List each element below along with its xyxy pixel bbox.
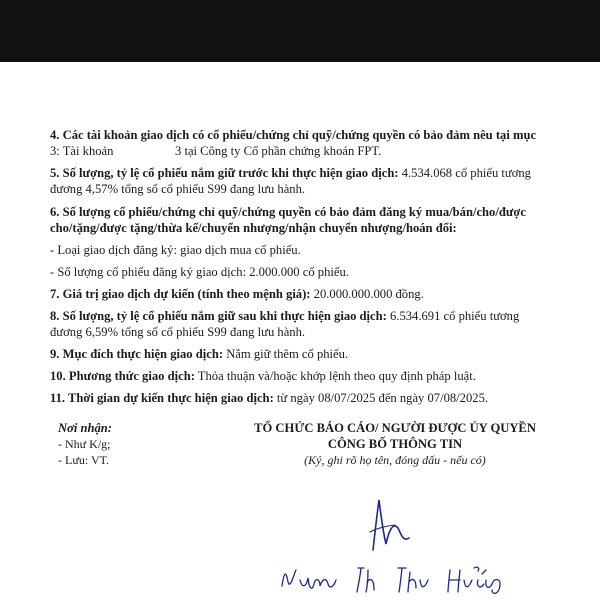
item-4-account-broker: 3 tại Công ty Cổ phần chứng khoán FPT.	[175, 144, 382, 158]
item-10-label: 10. Phương thức giao dịch:	[50, 369, 195, 383]
item-11-value: từ ngày 08/07/2025 đến ngày 07/08/2025.	[273, 391, 489, 405]
item-11-line	[50, 390, 488, 406]
item-6-line-1: 6. Số lượng cổ phiếu/chứng chỉ quỹ/chứng quyền có bảo đảm đăng ký mua/bán/cho/được	[50, 205, 526, 219]
registered-quantity-line: - Số lượng cổ phiếu đăng ký giao dịch: 2.000.000 cổ phiếu.	[50, 265, 349, 279]
signature-title-line-1: TỔ CHỨC BÁO CÁO/ NGƯỜI ĐƯỢC ỦY QUYỀN	[254, 421, 536, 435]
transaction-type-line: - Loại giao dịch đăng ký: giao dịch mua cổ phiếu.	[50, 243, 301, 257]
item-7-line	[50, 286, 424, 302]
item-8-label: 8. Số lượng, tỷ lệ cổ phiếu nắm giữ sau khi thực hiện giao dịch:	[50, 309, 387, 323]
item-7-label: 7. Giá trị giao dịch dự kiến (tính theo mệnh giá):	[50, 287, 311, 301]
item-5-label: 5. Số lượng, tỷ lệ cổ phiếu nắm giữ trước khi thực hiện giao dịch:	[50, 166, 399, 180]
item-11-label: 11. Thời gian dự kiến thực hiện giao dịch:	[50, 391, 274, 405]
recipients-title: Nơi nhận:	[58, 421, 113, 435]
item-8-line-2: đương 6,59% tổng số cổ phiếu S99 đang lưu hành.	[50, 325, 306, 339]
document-page	[0, 62, 600, 600]
item-10-line	[50, 368, 476, 384]
item-9-value: Nắm giữ thêm cổ phiếu.	[223, 347, 349, 361]
signature-note: (Ký, ghi rõ họ tên, đóng dấu - nếu có)	[304, 453, 486, 467]
signature-block	[250, 420, 540, 468]
item-8-value: 6.534.691 cổ phiếu tương	[386, 309, 520, 323]
item-5-line-1	[50, 165, 531, 181]
handwritten-name	[278, 562, 518, 598]
item-9-label: 9. Mục đích thực hiện giao dịch:	[50, 347, 224, 361]
item-7-value: 20.000.000.000 đồng.	[310, 287, 424, 301]
dark-top-band	[0, 0, 600, 62]
signature-title-line-2: CÔNG BỐ THÔNG TIN	[327, 437, 463, 451]
item-4-account-label: 3: Tài khoản	[50, 144, 114, 158]
recipient-line: - Lưu: VT.	[58, 453, 110, 467]
handwritten-signature	[365, 492, 415, 562]
item-9-line	[50, 346, 348, 362]
item-6-line-2: cho/tặng/được tặng/thừa kế/chuyển nhượng/nhận chuyển nhượng/hoán đổi:	[50, 221, 457, 235]
item-4-heading: 4. Các tài khoản giao dịch có cổ phiếu/chứng chỉ quỹ/chứng quyền có bảo đảm nêu tại mục	[50, 128, 537, 142]
item-10-value: Thỏa thuận và/hoặc khớp lệnh theo quy định pháp luật.	[194, 369, 476, 383]
recipient-line: - Như K/g;	[58, 437, 111, 451]
item-8-line-1	[50, 308, 519, 324]
item-5-line-2: đương 4,57% tổng số cổ phiếu S99 đang lưu hành.	[50, 182, 306, 196]
item-5-value: 4.534.068 cổ phiếu tương	[398, 166, 531, 180]
